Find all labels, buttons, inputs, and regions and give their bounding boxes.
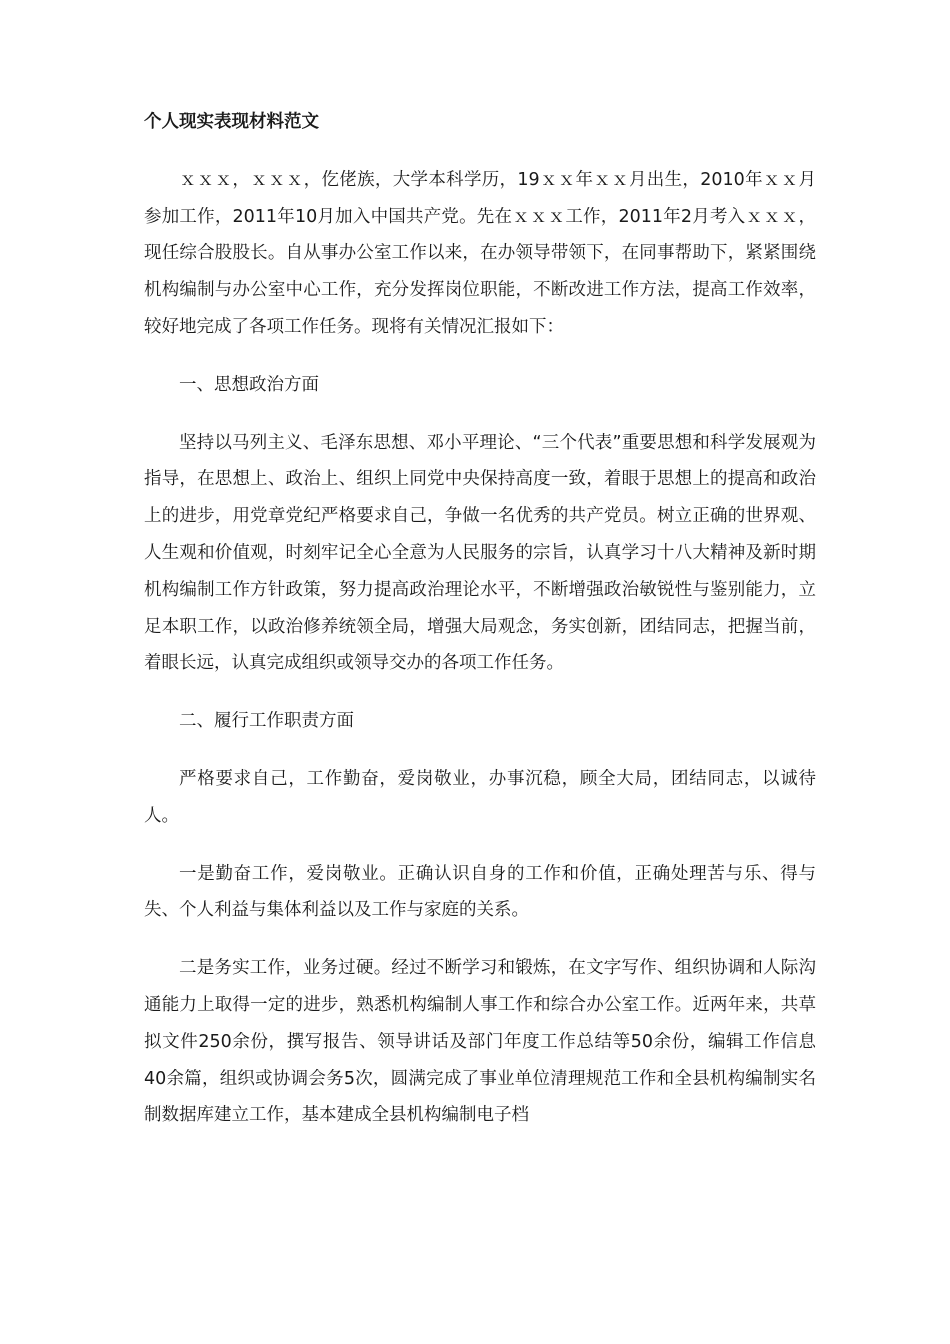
document-body (144, 104, 816, 1155)
body-paragraph: 一是勤奋工作，爱岗敬业。正确认识自身的工作和价值，正确处理苦与乐、得与失、个人利益与集体利益以及工作与家庭的关系。 (144, 863, 816, 921)
body-paragraph: ｘｘｘ，ｘｘｘ，仡佬族，大学本科学历，19ｘｘ年ｘｘ月出生，2010年ｘｘ月参加工作，2011年10月加入中国共产党。先在ｘｘｘ工作，2011年2月考入ｘｘｘ，现任综合股股长。自从事办公室工作以来，在办领导带领下，在同事帮助下，紧紧围绕机构编制与办公室中心工作，充分发挥岗位职能，不断改进工作方法，提高工作效率，较好地完成了各项工作任务。现将有关情况汇报如下： (144, 169, 816, 337)
paragraph-list (144, 162, 816, 1134)
body-paragraph: 严格要求自己，工作勤奋，爱岗敬业，办事沉稳，顾全大局，团结同志，以诚待人。 (144, 768, 816, 826)
body-paragraph: 二是务实工作，业务过硬。经过不断学习和锻炼，在文字写作、组织协调和人际沟通能力上取得一定的进步，熟悉机构编制人事工作和综合办公室工作。近两年来，共草拟文件250余份，撰写报告、领导讲话及部门年度工作总结等50余份，编辑工作信息40余篇，组织或协调会务5次，圆满完成了事业单位清理规范工作和全县机构编制实名制数据库建立工作，基本建成全县机构编制电子档 (144, 958, 816, 1126)
section-heading: 二、履行工作职责方面 (179, 711, 354, 732)
document-title: 个人现实表现材料范文 (144, 112, 319, 132)
section-heading: 一、思想政治方面 (179, 374, 319, 395)
body-paragraph: 坚持以马列主义、毛泽东思想、邓小平理论、“三个代表”重要思想和科学发展观为指导，在思想上、政治上、组织上同党中央保持高度一致，着眼于思想上的提高和政治上的进步，用党章党纪严格要求自己，争做一名优秀的共产党员。树立正确的世界观、人生观和价值观，时刻牢记全心全意为人民服务的宗旨，认真学习十八大精神及新时期机构编制工作方针政策，努力提高政治理论水平，不断增强政治敏锐性与鉴别能力，立足本职工作，以政治修养统领全局，增强大局观念，务实创新，团结同志，把握当前，着眼长远，认真完成组织或领导交办的各项工作任务。 (144, 432, 816, 674)
